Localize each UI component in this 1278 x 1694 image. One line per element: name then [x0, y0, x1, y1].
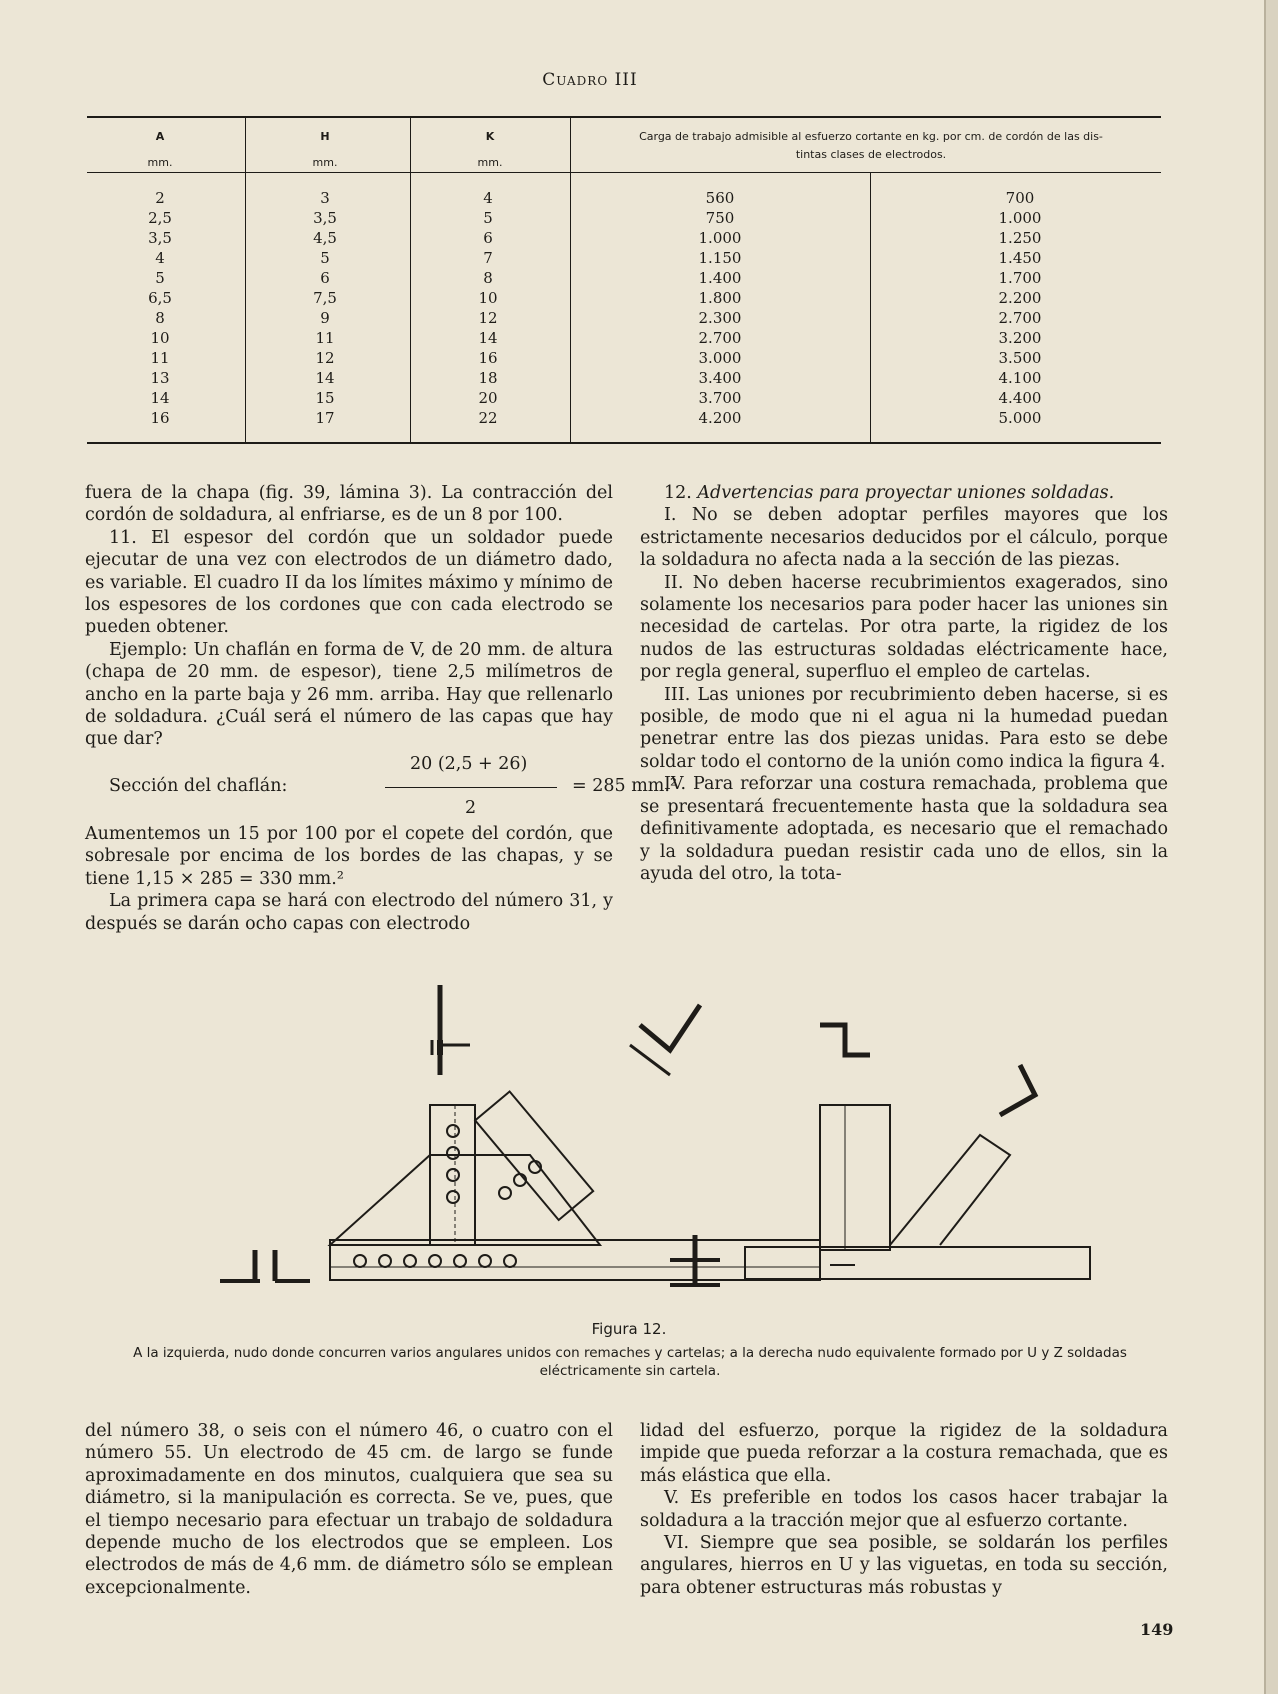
table-cell: 15 [315, 389, 335, 407]
col-a-unit: mm. [147, 156, 173, 169]
paragraph: V. Es preferible en todos los casos hacer trabajar la soldadura a la tracción mejor que al esfuerzo cortante. [640, 1488, 1168, 1531]
fraction-bar [385, 787, 557, 788]
paragraph: VI. Siempre que sea posible, se soldarán los perfiles angulares, hierros en U y las viguetas, en toda su sección, para obtener estructuras más robustas y [640, 1533, 1168, 1598]
right-diagram [630, 1005, 1090, 1285]
table-cell: 4,5 [313, 229, 337, 247]
table-cell: 700 [1005, 189, 1035, 207]
table-cell: 1.700 [998, 269, 1042, 287]
table-cell: 3 [320, 189, 330, 207]
table-cell: 20 [478, 389, 498, 407]
carga-header-line2: tintas clases de electrodos. [795, 148, 947, 161]
carga-header-line1: Carga de trabajo admisible al esfuerzo cortante en kg. por cm. de cordón de las dis- [639, 130, 1103, 143]
left-bottom-column [85, 1420, 613, 1599]
table-divider [410, 116, 411, 442]
formula-numerator: 20 (2,5 + 26) [410, 753, 528, 774]
table-cell: 12 [478, 309, 498, 327]
table-cell: 6 [320, 269, 330, 287]
col-a-values [130, 188, 190, 428]
paragraph: del número 38, o seis con el número 46, o cuatro con el número 55. Un electrodo de 45 cm. de largo se funde aproximadamente en dos minutos, cualquiera que sea su diámetro, si la manipulación es correcta. Se ve, pues, que el tiempo necesario para efectuar un trabajo de soldadura depende mucho de los electrodos que se empleen. Los electrodos de más de 4,6 mm. de diámetro sólo se emplean excepcionalmente. [85, 1421, 613, 1598]
carga-header [575, 128, 1167, 164]
table-cell: 5 [155, 269, 165, 287]
table-cell: 1.150 [698, 249, 742, 267]
table-cell: 560 [705, 189, 735, 207]
table-cell: 8 [155, 309, 165, 327]
right-top-column [640, 482, 1168, 885]
table-cell: 2 [155, 189, 165, 207]
table-cell: 11 [150, 349, 170, 367]
table-cell: 3,5 [148, 229, 172, 247]
table-cell: 3,5 [313, 209, 337, 227]
table-cell: 4.200 [698, 409, 742, 427]
table-head-rule [87, 172, 1161, 173]
table-cell: 13 [150, 369, 170, 387]
right-bottom-column [640, 1420, 1168, 1599]
table-cell: 1.000 [998, 209, 1042, 227]
table-cell: 4.100 [998, 369, 1042, 387]
table-cell: 750 [705, 209, 735, 227]
col-carga-2-values [990, 188, 1050, 428]
figure-caption: A la izquierda, nudo donde concurren varios angulares unidos con remaches y cartelas; a la derecha nudo equivalente formado por U y Z soldadas eléctricamente sin cartela. [133, 1345, 1127, 1379]
paragraph: II. No deben hacerse recubrimientos exagerados, sino solamente los necesarios para poder hacer las uniones sin necesidad de cartelas. Por otra parte, la rigidez de los nudos de las estructuras soldadas eléctricamente hace, por regla general, superfluo el empleo de cartelas. [640, 572, 1168, 683]
table-cell: 14 [478, 329, 498, 347]
table-cell: 17 [315, 409, 335, 427]
table-cell: 2.200 [998, 289, 1042, 307]
paragraph: Ejemplo: Un chaflán en forma de V, de 20 mm. de altura (chapa de 20 mm. de espesor), tiene 2,5 milímetros de ancho en la parte baja y 26 mm. arriba. Hay que rellenarlo de soldadura. ¿Cuál será el número de las capas que hay que dar? [85, 639, 613, 750]
table-cell: 4.400 [998, 389, 1042, 407]
col-k-values [458, 188, 518, 428]
col-h-unit: mm. [312, 156, 338, 169]
table-cell: 14 [150, 389, 170, 407]
paragraph: lidad del esfuerzo, porque la rigidez de la soldadura impide que pueda reforzar a la costura remachada, que es más elástica que ella. [640, 1421, 1168, 1486]
table-cell: 7,5 [313, 289, 337, 307]
table-cell: 5 [320, 249, 330, 267]
figure-title: Figura 12. [591, 1320, 667, 1338]
table-cell: 22 [478, 409, 498, 427]
table-cell: 11 [315, 329, 335, 347]
table-cell: 10 [478, 289, 498, 307]
table-cell: 2.700 [698, 329, 742, 347]
left-top-column [85, 482, 677, 935]
figure-12-drawing [200, 985, 1100, 1305]
table-cell: 12 [315, 349, 335, 367]
table-cell: 3.200 [998, 329, 1042, 347]
formula-denominator: 2 [465, 797, 477, 818]
table-cell: 1.800 [698, 289, 742, 307]
page-edge [1264, 0, 1278, 1694]
formula-result: = 285 mm.² [572, 775, 677, 796]
formula [85, 751, 677, 823]
table-cell: 6 [483, 229, 493, 247]
table-cell: 3.500 [998, 349, 1042, 367]
table-cell: 8 [483, 269, 493, 287]
table-cell: 5 [483, 209, 493, 227]
col-k-unit: mm. [477, 156, 503, 169]
paragraph: fuera de la chapa (fig. 39, lámina 3). La contracción del cordón de soldadura, al enfriarse, es de un 8 por 100. [85, 483, 613, 526]
paragraph: 11. El espesor del cordón que un soldador puede ejecutar de una vez con electrodos de un diámetro dado, es variable. El cuadro II da los límites máximo y mínimo de los espesores de los cordones que con cada electrodo se pueden obtener. [85, 527, 613, 638]
table-cell: 4 [483, 189, 493, 207]
paragraph: I. No se deben adoptar perfiles mayores que los estrictamente necesarios deducidos por el cálculo, porque la soldadura no afecta nada a la sección de las piezas. [640, 505, 1168, 571]
table-cell: 2.300 [698, 309, 742, 327]
table-divider [870, 172, 871, 442]
table-cell: 1.450 [998, 249, 1042, 267]
table-divider [570, 116, 571, 442]
col-k-label: K [485, 130, 495, 143]
paragraph: La primera capa se hará con electrodo del número 31, y después se darán ocho capas con electrodo [85, 891, 613, 934]
table-cell: 18 [478, 369, 498, 387]
left-diagram [220, 985, 855, 1281]
table-cell: 7 [483, 249, 493, 267]
formula-label: Sección del chaflán: [109, 775, 288, 796]
table-cell: 10 [150, 329, 170, 347]
heading-number: 12. [664, 483, 692, 503]
table-cell: 1.400 [698, 269, 742, 287]
section-heading [640, 482, 1168, 504]
page-number: 149 [1140, 1620, 1174, 1639]
table-cell: 16 [150, 409, 170, 427]
paragraph: Aumentemos un 15 por 100 por el copete del cordón, que sobresale por encima de los bordes de las chapas, y se tiene 1,15 × 285 = 330 mm.² [85, 823, 613, 889]
table-bottom-rule [87, 442, 1161, 444]
col-a-label: A [155, 130, 165, 143]
col-h-label: H [320, 130, 330, 143]
table-top-rule [87, 116, 1161, 118]
table-cell: 1.000 [698, 229, 742, 247]
table-cell: 4 [155, 249, 165, 267]
table-title: Cuadro III [542, 70, 638, 90]
table-cell: 5.000 [998, 409, 1042, 427]
table-cell: 1.250 [998, 229, 1042, 247]
col-carga-1-values [690, 188, 750, 428]
table-cell: 16 [478, 349, 498, 367]
col-h-values [295, 188, 355, 428]
table-cell: 14 [315, 369, 335, 387]
table-cell: 9 [320, 309, 330, 327]
table-cell: 3.700 [698, 389, 742, 407]
paragraph: III. Las uniones por recubrimiento deben hacerse, si es posible, de modo que ni el agua ni la humedad puedan penetrar entre las dos piezas unidas. Para esto se debe soldar todo el contorno de la unión como indica la figura 4. [640, 684, 1168, 772]
paragraph: IV. Para reforzar una costura remachada, problema que se presentará frecuentemente hasta que la soldadura sea definitivamente adoptada, es necesario que el remachado y la soldadura puedan resistir cada uno de ellos, sin la ayuda del otro, la tota- [640, 774, 1168, 884]
table-cell: 6,5 [148, 289, 172, 307]
table-cell: 2.700 [998, 309, 1042, 327]
table-cell: 2,5 [148, 209, 172, 227]
heading-text: Advertencias para proyectar uniones soldadas. [697, 483, 1115, 503]
table-cell: 3.000 [698, 349, 742, 367]
table-cell: 3.400 [698, 369, 742, 387]
table-divider [245, 116, 246, 442]
